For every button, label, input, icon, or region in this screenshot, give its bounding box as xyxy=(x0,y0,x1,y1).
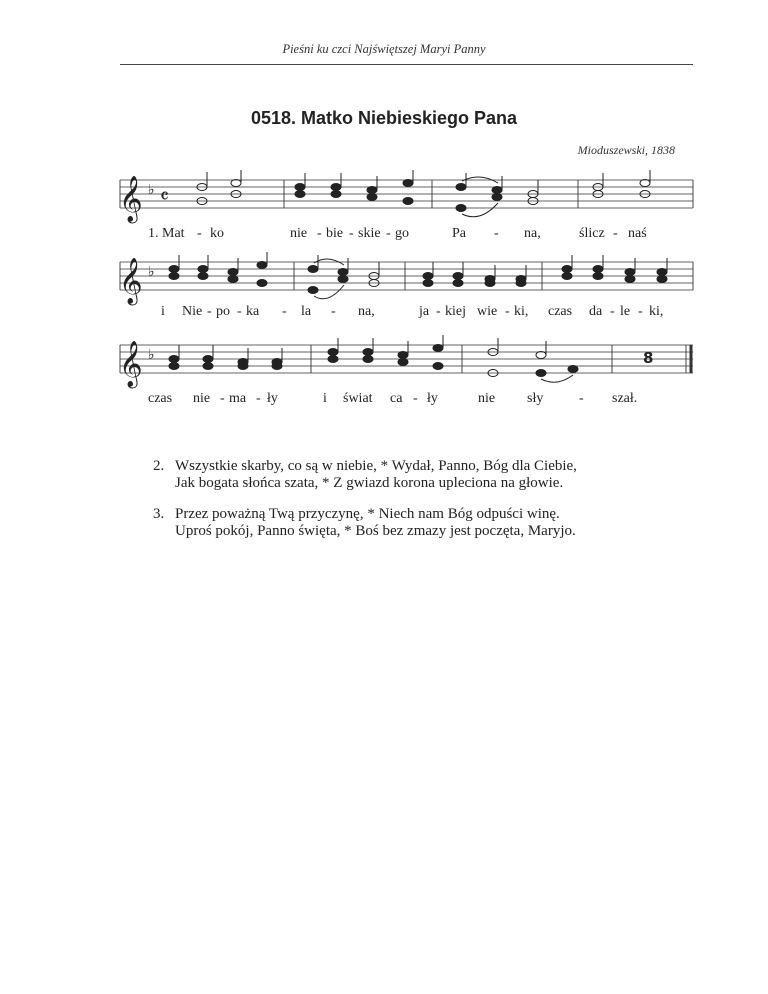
treble-clef-icon: 𝄞 xyxy=(119,176,143,222)
lyric-syllable: i xyxy=(323,391,327,406)
staff-1-svg xyxy=(0,168,768,228)
lyric-syllable: - xyxy=(349,226,354,241)
lyric-syllable: ma xyxy=(229,391,247,406)
lyric-syllable: naś xyxy=(628,226,647,241)
music-system-3 xyxy=(0,333,768,406)
header-rule xyxy=(120,64,693,65)
music-system-1 xyxy=(0,168,768,241)
staff-3-svg xyxy=(0,333,768,393)
lyric-syllable: ca xyxy=(390,391,403,406)
lyric-syllable: le xyxy=(620,304,631,319)
lyric-syllable: - xyxy=(220,391,225,406)
final-chord-symbol: 8 xyxy=(643,349,654,367)
verse-3 xyxy=(153,506,673,540)
lyric-syllable: - xyxy=(413,391,418,406)
lyric-syllable: - xyxy=(579,391,584,406)
lyric-syllable: czas xyxy=(148,391,173,406)
lyric-syllable: nie xyxy=(193,391,211,406)
lyric-syllable: 1. Mat xyxy=(148,226,185,241)
lyric-syllable: czas xyxy=(548,304,573,319)
lyric-syllable: - xyxy=(207,304,212,319)
flat-sign-icon: ♭ xyxy=(148,182,155,198)
treble-clef-icon: 𝄞 xyxy=(119,341,143,387)
verse-2 xyxy=(153,458,673,492)
lyric-syllable: szał. xyxy=(612,391,638,406)
lyric-syllable: - xyxy=(505,304,510,319)
notes xyxy=(169,252,667,299)
lyric-syllable: da xyxy=(589,304,603,319)
lyric-syllable: nie xyxy=(478,391,496,406)
notes xyxy=(197,170,650,217)
verse-number: 3. xyxy=(153,506,165,522)
lyric-syllable: ka xyxy=(246,304,260,319)
lyric-syllable: ja xyxy=(419,304,430,319)
lyric-syllable: ki, xyxy=(649,304,664,319)
lyric-syllable: Pa xyxy=(452,226,466,241)
lyric-syllable: nie xyxy=(290,226,308,241)
music-system-2 xyxy=(0,250,768,320)
lyric-syllable: po xyxy=(216,304,230,319)
lyric-syllable: - xyxy=(331,304,336,319)
lyric-syllable: na, xyxy=(358,304,375,319)
lyric-syllable: skie xyxy=(358,226,381,241)
lyric-syllable: Nie xyxy=(182,304,203,319)
treble-clef-icon: 𝄞 xyxy=(119,258,143,304)
verse-number: 2. xyxy=(153,458,165,474)
lyric-syllable: - xyxy=(610,304,615,319)
lyric-syllable: wie xyxy=(477,304,498,319)
lyric-syllable: ły xyxy=(267,391,278,406)
lyric-syllable: na, xyxy=(524,226,541,241)
lyric-syllable: i xyxy=(161,304,165,319)
additional-verses xyxy=(153,458,673,554)
lyric-syllable: bie xyxy=(326,226,344,241)
lyric-syllable: - xyxy=(237,304,242,319)
staff-2-svg xyxy=(0,250,768,310)
lyric-syllable: la xyxy=(301,304,312,319)
flat-sign-icon: ♭ xyxy=(148,347,155,363)
lyric-syllable: ły xyxy=(427,391,438,406)
lyric-syllable: ślicz xyxy=(579,226,605,241)
verse-line: Przez poważną Twą przyczynę, * Niech nam Bóg odpuści winę. xyxy=(175,506,560,522)
lyric-syllable: - xyxy=(282,304,287,319)
lyric-syllable: - xyxy=(638,304,643,319)
lyric-syllable: - xyxy=(436,304,441,319)
common-time-icon: 𝄴 xyxy=(160,184,169,208)
lyric-syllable: - xyxy=(613,226,618,241)
verse-line: Jak bogata słońca szata, * Z gwiazd korona upleciona na głowie. xyxy=(175,475,564,491)
lyric-syllable: sły xyxy=(527,391,544,406)
lyric-syllable: kiej xyxy=(445,304,466,319)
flat-sign-icon: ♭ xyxy=(148,264,155,280)
lyric-syllable: świat xyxy=(343,391,373,406)
lyric-syllable: - xyxy=(386,226,391,241)
lyric-syllable: - xyxy=(317,226,322,241)
running-header: Pieśni ku czci Najświętszej Maryi Panny xyxy=(282,42,486,56)
lyric-syllable: - xyxy=(494,226,499,241)
composer-credit: Mioduszewski, 1838 xyxy=(577,143,675,157)
lyric-syllable: - xyxy=(197,226,202,241)
lyric-syllable: - xyxy=(256,391,261,406)
lyric-syllable: ko xyxy=(210,226,224,241)
lyric-syllable: go xyxy=(395,226,409,241)
lyric-syllable: ki, xyxy=(514,304,529,319)
song-title: 0518. Matko Niebieskiego Pana xyxy=(250,108,518,128)
verse-line: Wszystkie skarby, co są w niebie, * Wydał, Panno, Bóg dla Ciebie, xyxy=(175,458,577,474)
verse-line: Uproś pokój, Panno święta, * Boś bez zmazy jest poczęta, Maryjo. xyxy=(175,523,576,539)
